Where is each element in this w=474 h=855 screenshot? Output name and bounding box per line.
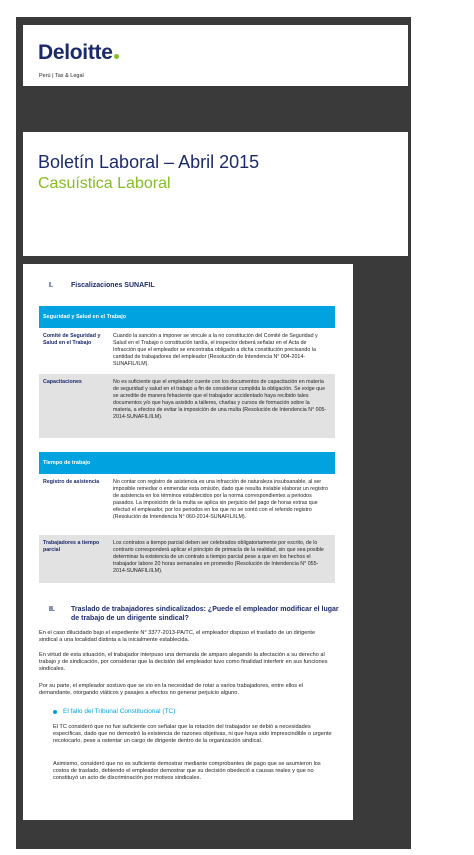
table-header-seguridad: Seguridad y Salud en el Trabajo: [39, 306, 335, 328]
paragraph: En virtud de esta situación, el trabajador interpuso una demanda de amparo alegando la afectación a su derecho al trabajo y de sindicación, por considerar que la decisión del empleador tuvo como finalidad interferir en sus funciones sindicales.: [39, 652, 328, 673]
table-row: [39, 474, 335, 535]
row-text: No es suficiente que el empleador cuente con los documentos de capacitación en materia de seguridad y salud en el trabajo a fin de considerar cumplida la obligación. Se exige que se acredite de manera fehaciente que el trabajador accidentado haya recibido tales documentos y/o que haya asistido a talleres, charlas y cursos de formación sobre la materia, a efectos de evitar la imposición de una multa (Resolución de Intendencia N° 005-2014-SUNAFIL/ILM).: [113, 379, 327, 420]
section-2-heading: [49, 605, 339, 623]
bullet-text: El fallo del Tribunal Constitucional (TC): [63, 708, 176, 715]
logo-dot-icon: [114, 54, 119, 59]
bulletin-title: Boletín Laboral – Abril 2015: [38, 152, 260, 172]
table-row: [39, 535, 335, 583]
row-label: Trabajadores a tiempo parcial: [43, 540, 100, 553]
paragraph: Por su parte, el empleador sostuvo que se vio en la necesidad de rotar a varios trabajadores, entre ellos el demandante, otorgando viáticos y pasajes a efectos no generar perjuicio alguno.: [39, 683, 303, 697]
section-1-number: I.: [49, 282, 53, 289]
table-header-tiempo: Tiempo de trabajo: [39, 452, 335, 474]
row-text: No contar con registro de asistencia es una infracción de naturaleza insubsanable, al ser imposible remediar o enmendar esta omisión, dado que resulta inviable elaborar un registro de asistencia en los términos establecidos por la norma correspondientes a periodos pasados. La imposición de la multa se aplica sin perjuicio del pago de horas extras que efectuó el empleador, por los periodos en los que no se contó con el referido registro (Resolución de Intendencia N° 060-2014-SUNAFIL/ILM).: [113, 479, 328, 520]
bullet-dot-icon: [53, 710, 57, 714]
row-label: Capacitaciones: [43, 379, 82, 385]
row-label: Comité de Seguridad y Salud en el Trabajo: [43, 333, 101, 346]
row-text: Cuando la sanción a imponer se vincule a la no constitución del Comité de Seguridad y Salud en el Trabajo o constitución tardía, el inspector deberá señalar en el Acta de Infracción que el empleador se encontraba obligado a dicha constitución precisando la cantidad de trabajadores del empleador (Resolución de Intendencia N° 004-2014-SUNAFIL/ILM).: [113, 333, 318, 367]
header-subtitle: Perú | Tax & Legal: [39, 73, 84, 79]
row-label: Registro de asistencia: [43, 479, 100, 485]
deloitte-logo: Deloitte: [38, 41, 119, 65]
document-page: [23, 264, 353, 820]
table-row: [39, 374, 335, 438]
section-2-number: II.: [49, 606, 55, 613]
section-1-heading: [49, 282, 155, 289]
page-header: [23, 25, 408, 86]
paragraph: El TC consideró que no fue suficiente con señalar que la rotación del trabajador se debió a necesidades específicas, dado que no demostró la existencia de razones objetivas, ni que haya sido imprescindible o urgente recolocarlo, pese a ostentar un cargo de dirigente dentro de la organización sindical.: [53, 724, 332, 745]
bullet-heading: [53, 708, 175, 715]
row-text: Los contratos a tiempo parcial deben ser celebrados obligatoriamente por escrito, de lo contrario corresponderá aplicar el principio de primacía de la realidad, sin que sea posible determinar la existencia de un contrato a tiempo parcial pese a que en los hechos el trabajador labore 20 horas semanales en promedio (Resolución de Intendencia N° 055-2014-SUNAFIL/ILM).: [113, 540, 324, 574]
paragraph: Asimismo, consideró que no es suficiente demostrar mediante comprobantes de pago que se asumieron los costos de traslado, debiendo el empleador demostrar que su decisión obedeció a causas reales y que no constituyó un acto de discriminación por motivos sindicales.: [53, 761, 321, 782]
bulletin-subtitle: Casuística Laboral: [38, 175, 171, 192]
title-panel: [23, 132, 408, 256]
paragraph: En el caso dilucidado bajo el expediente N° 3377-2013-PA/TC, el empleador dispuso el traslado de un dirigente sindical a una localidad distinta a la inicialmente establecida.: [39, 630, 316, 644]
section-1-title: Fiscalizaciones SUNAFIL: [71, 282, 155, 289]
table-row: [39, 328, 335, 374]
section-2-title: Traslado de trabajadores sindicalizados: ¿Puede el empleador modificar el lugar de trabajo de un dirigente sindical?: [71, 606, 339, 622]
